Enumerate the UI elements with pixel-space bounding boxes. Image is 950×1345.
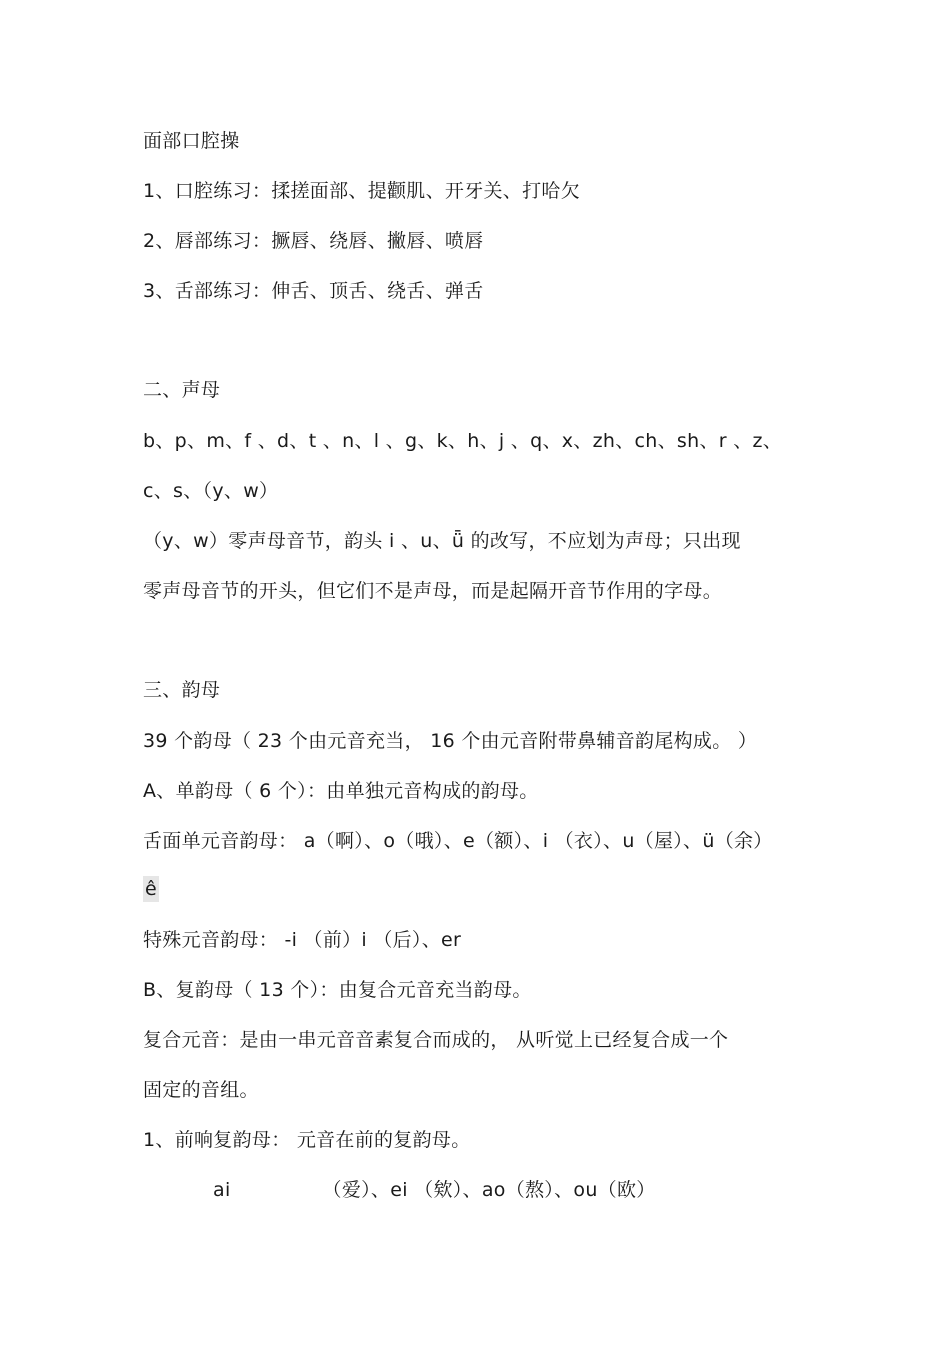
list-item-lip-exercise: 2、唇部练习：撅唇、绕唇、撇唇、喷唇 — [143, 230, 484, 252]
simple-finals-heading: A、单韵母（ 6 个）：由单独元音构成的韵母。 — [143, 780, 539, 802]
list-item-oral-exercise: 1、口腔练习：揉搓面部、提颧肌、开牙关、打哈欠 — [143, 180, 580, 202]
front-stressed-finals-heading: 1、前响复韵母： 元音在前的复韵母。 — [143, 1129, 471, 1151]
example-ai: ai — [213, 1179, 231, 1201]
initials-list-line-1: b、p、m、f 、d、t 、n、l 、g、k、h、j 、q、x、zh、ch、sh、r 、z、 — [143, 430, 783, 452]
initials-list-line-2: c、s、（y、w） — [143, 480, 279, 502]
compound-vowel-definition-line-2: 固定的音组。 — [143, 1079, 259, 1101]
special-vowel-finals-line: 特殊元音韵母： -i （前）i （后）、er — [143, 929, 462, 951]
compound-finals-heading: B、复韵母（ 13 个）：由复合元音充当韵母。 — [143, 979, 532, 1001]
initials-note-line-2: 零声母音节的开头，但它们不是声母，而是起隔开音节作用的字母。 — [143, 580, 723, 602]
example-rest: （爱）、ei （欸）、ao（熬）、ou（欧） — [322, 1179, 656, 1201]
section-title-finals: 三、韵母 — [143, 679, 221, 701]
tongue-vowel-finals-ehat-line — [143, 876, 159, 902]
ehat-highlight: ê — [145, 878, 157, 900]
compound-vowel-definition-line-1: 复合元音：是由一串元音音素复合而成的， 从听觉上已经复合成一个 — [143, 1029, 729, 1051]
list-item-tongue-exercise: 3、舌部练习：伸舌、顶舌、绕舌、弹舌 — [143, 280, 484, 302]
front-stressed-finals-examples — [213, 1177, 656, 1203]
tongue-vowel-finals-line: 舌面单元音韵母： a（啊）、o（哦）、e（额）、i （衣）、u（屋）、ü（余） — [143, 830, 773, 852]
finals-summary: 39 个韵母（ 23 个由元音充当， 16 个由元音附带鼻辅音韵尾构成。 ） — [143, 730, 758, 752]
section-title-initials: 二、声母 — [143, 379, 221, 401]
section-title-facial-exercise: 面部口腔操 — [143, 130, 240, 152]
initials-note-line-1: （y、w）零声母音节，韵头 i 、u、ǖ 的改写，不应划为声母；只出现 — [143, 530, 741, 552]
